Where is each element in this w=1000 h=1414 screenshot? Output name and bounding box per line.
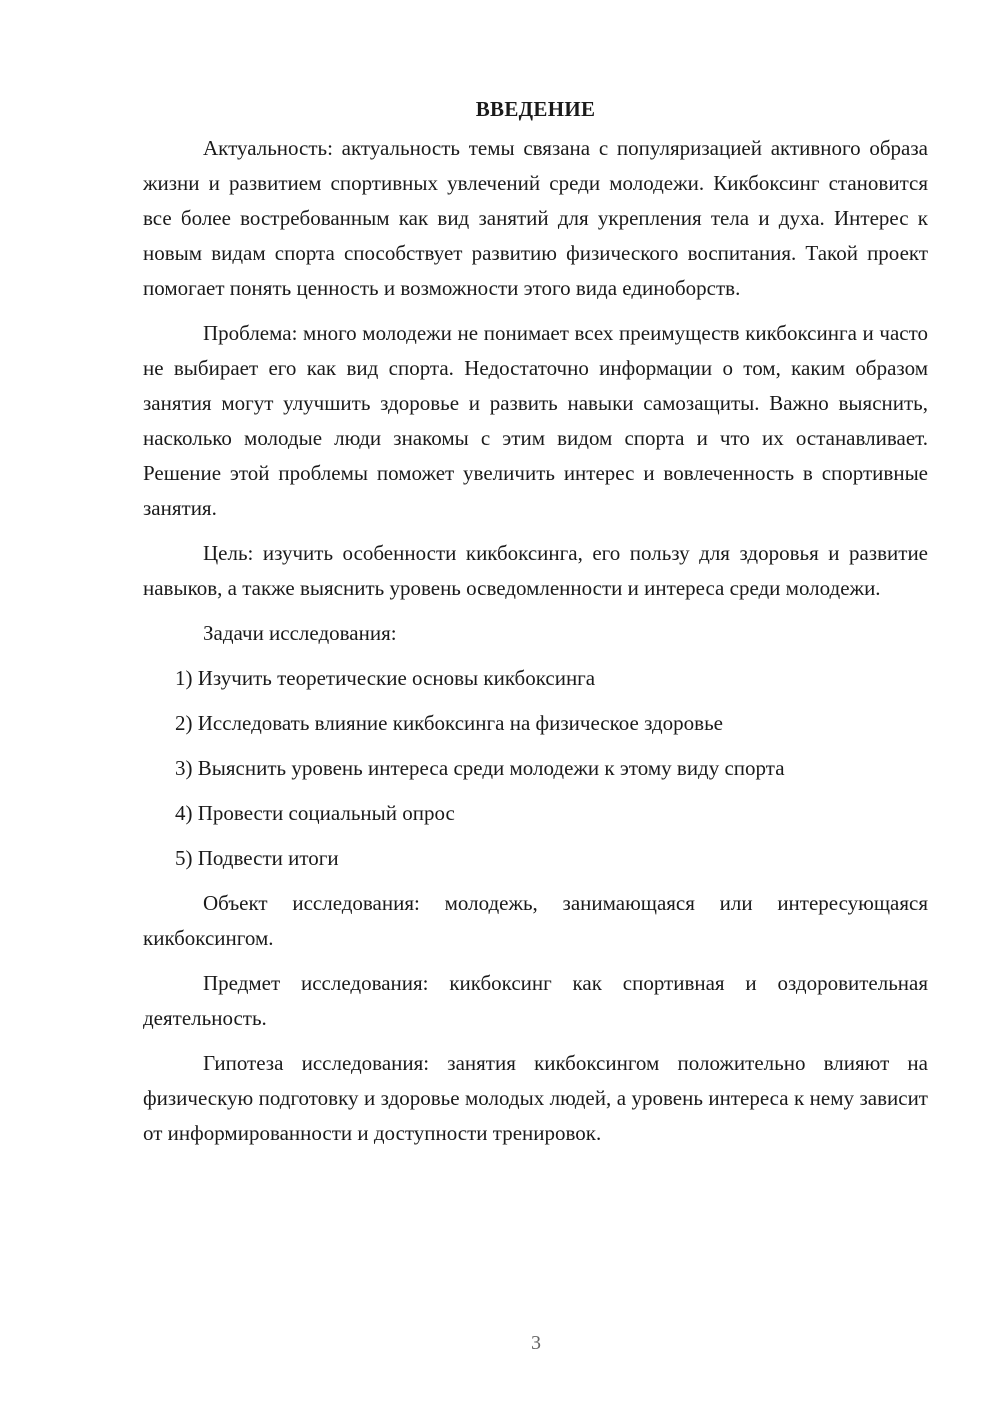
page-number: 3 bbox=[531, 1332, 541, 1354]
list-item: 4) Провести социальный опрос bbox=[175, 801, 455, 825]
list-item: 2) Исследовать влияние кикбоксинга на физическое здоровье bbox=[175, 711, 723, 735]
paragraph-object: Объект исследования: молодежь, занимающаяся или интересующаяся кикбоксингом. bbox=[143, 891, 928, 950]
task-list bbox=[143, 661, 928, 876]
list-item: 3) Выяснить уровень интереса среди молодежи к этому виду спорта bbox=[175, 756, 785, 780]
tasks-heading: Задачи исследования: bbox=[203, 621, 397, 645]
document-page bbox=[143, 92, 928, 1161]
paragraph-problem: Проблема: много молодежи не понимает всех преимуществ кикбоксинга и часто не выбирает его как вид спорта. Недостаточно информации о том, каким образом занятия могут улучшить здоровье и развить навыки самозащиты. Важно выяснить, насколько молодые люди знакомы с этим видом спорта и что их останавливает. Решение этой проблемы поможет увеличить интерес и вовлеченность в спортивные занятия. bbox=[143, 321, 928, 520]
paragraph-goal: Цель: изучить особенности кикбоксинга, его пользу для здоровья и развитие навыков, а также выяснить уровень осведомленности и интереса среди молодежи. bbox=[143, 541, 928, 600]
page-title: ВВЕДЕНИЕ bbox=[475, 97, 596, 121]
paragraph-subject: Предмет исследования: кикбоксинг как спортивная и оздоровительная деятельность. bbox=[143, 971, 928, 1030]
list-item: 5) Подвести итоги bbox=[175, 846, 339, 870]
list-item: 1) Изучить теоретические основы кикбоксинга bbox=[175, 666, 596, 690]
paragraph-hypothesis: Гипотеза исследования: занятия кикбоксингом положительно влияют на физическую подготовку и здоровье молодых людей, а уровень интереса к нему зависит от информированности и доступности тренировок. bbox=[143, 1051, 928, 1145]
paragraph-relevance: Актуальность: актуальность темы связана с популяризацией активного образа жизни и развитием спортивных увлечений среди молодежи. Кикбоксинг становится все более востребованным как вид занятий для укрепления тела и духа. Интерес к новым видам спорта способствует развитию физического воспитания. Такой проект помогает понять ценность и возможности этого вида единоборств. bbox=[143, 136, 928, 300]
